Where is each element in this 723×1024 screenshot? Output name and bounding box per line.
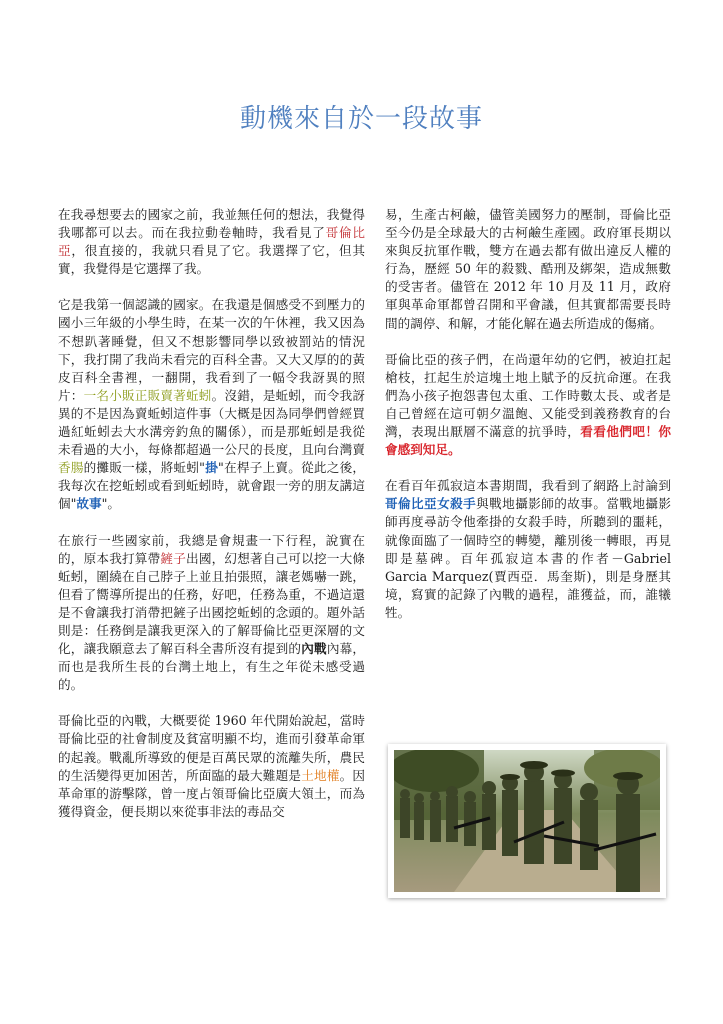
paragraph xyxy=(58,296,365,513)
highlighted-text: 哥倫比亞女殺手 xyxy=(385,496,477,512)
left-column xyxy=(58,206,365,839)
text-run: 出國，幻想著自己可以挖一大條蚯蚓，圍繞在自己脖子上並且拍張照，讓老媽嚇一跳，但看了嚮導所提出的任務，好吧，任務為重，不過這還是不會讓我打消帶把鏟子出國挖蚯蚓的念頭的。題外話則是：任務倒是讓我更深入的了解哥倫比亞更深層的文化，讓我願意去了解百科全書所沒有提到的 xyxy=(58,550,366,657)
highlighted-text: 看看他們吧！你會感到知足。 xyxy=(385,424,672,458)
paragraph xyxy=(385,351,671,460)
highlighted-text: 土地權 xyxy=(301,767,340,783)
paragraph xyxy=(58,532,365,695)
paragraph xyxy=(385,477,671,622)
text-run: 與戰地攝影師的故事。當戰地攝影師再度尋訪令他牽掛的女殺手時，所聽到的噩耗，就像面臨了一個時空的轉變，離別後一轉眼，再見即是墓碑。百年孤寂這本書的作者－Gabriel Garcia Marquez(賈西亞．馬奎斯)，則是身歷其境，寫實的記錄了內戰的過程，誰獲益，而，誰犧牲。 xyxy=(385,496,672,620)
text-run: 內幕，而也是我所生長的台灣土地上，有生之年從未感受過的。 xyxy=(58,641,366,693)
page-title: 動機來自於一段故事 xyxy=(239,104,483,134)
highlighted-text: 鏟子 xyxy=(160,550,187,566)
text-run: 。沒錯，是蚯蚓，而令我訝異的不是因為賣蚯蚓這件事（大概是因為同學們曾經買過紅蚯蚓去大水溝旁釣魚的關係），而是那蚯蚓是我從未看過的大小，每條都超過一公尺的長度，且向台灣賣 xyxy=(58,387,366,458)
paragraph xyxy=(58,712,365,821)
text-run: 在旅行一些國家前，我總是會規畫一下行程，說實在的，原本我打算帶 xyxy=(58,532,365,566)
text-run: "在桿子上賣。從此之後，我每次在挖蚯蚓或看到蚯蚓時，就會跟一旁的朋友講這個" xyxy=(58,460,366,512)
highlighted-text: 掛 xyxy=(204,460,219,476)
text-run: 易，生產古柯鹼，儘管美國努力的壓制，哥倫比亞至今仍是全球最大的古柯鹼生產國。政府軍長期以來與反抗軍作戰，雙方在過去都有做出違反人權的行為，歷經 50 年的殺戮、酷刑及綁架，造成無數的受害者。儘管在 2012 年 10 月及 11 月，政府軍與革命軍都曾召開和平會議，但其實都需要長時間的調停、和解，才能化解在過去所造成的傷痛。 xyxy=(385,207,671,331)
highlighted-text: 故事 xyxy=(76,496,102,512)
highlighted-text: 哥倫比亞 xyxy=(58,225,366,259)
text-run: 的攤販一樣，將蚯蚓" xyxy=(83,460,205,476)
right-column xyxy=(385,206,671,640)
text-run: 哥倫比亞的內戰，大概要從 1960 年代開始說起，當時哥倫比亞的社會制度及貧富明顯不均，進而引發革命軍的起義。戰亂所導致的便是百萬民眾的流離失所，農民的生活變得更加困苦，所面臨的最大難題是 xyxy=(58,713,365,783)
paragraph xyxy=(385,206,671,333)
text-run: 哥倫比亞的孩子們，在尚還年幼的它們，被迫扛起槍枝，扛起生於這塊土地上賦予的反抗命運。在我們為小孩子抱怨書包太重、工作時數太長、或者是自己曾經在這可朝夕溫飽、又能受到義務教育的台灣，表現出厭層不滿意的抗爭時， xyxy=(385,351,671,440)
text-run: "。 xyxy=(101,496,120,512)
text-run: 在看百年孤寂這本書期間，我看到了網路上討論到 xyxy=(385,478,671,494)
text-run: 。因革命軍的游擊隊，曾一度占領哥倫比亞廣大領土，而為獲得資金，便長期以來從事非法的毒品交 xyxy=(58,767,366,819)
highlighted-text: 香腸 xyxy=(58,460,84,476)
text-run: 它是我第一個認識的國家。在我還是個感受不到壓力的國小三年級的小學生時，在某一次的午休裡，我又因為不想趴著睡覺，但又不想影響同學以致被罰站的情況下，我打開了我尚未看完的百科全書。又大又厚的的黃皮百科全書裡，一翻開，我看到了一幅令我訝異的照片： xyxy=(58,297,365,403)
highlighted-text: 一名小販正販賣著蚯蚓 xyxy=(83,387,212,403)
photo-image xyxy=(394,750,660,892)
soldiers-photo xyxy=(388,744,666,898)
paragraph xyxy=(58,206,365,278)
text-run: 在我尋想要去的國家之前，我並無任何的想法，我覺得我哪都可以去。而在我拉動卷軸時，我看見了 xyxy=(58,207,365,241)
text-run: ，很直接的，我就只看見了它。我選擇了它，但其實，我覺得是它選擇了我。 xyxy=(58,243,366,277)
highlighted-text: 內戰 xyxy=(301,641,327,657)
